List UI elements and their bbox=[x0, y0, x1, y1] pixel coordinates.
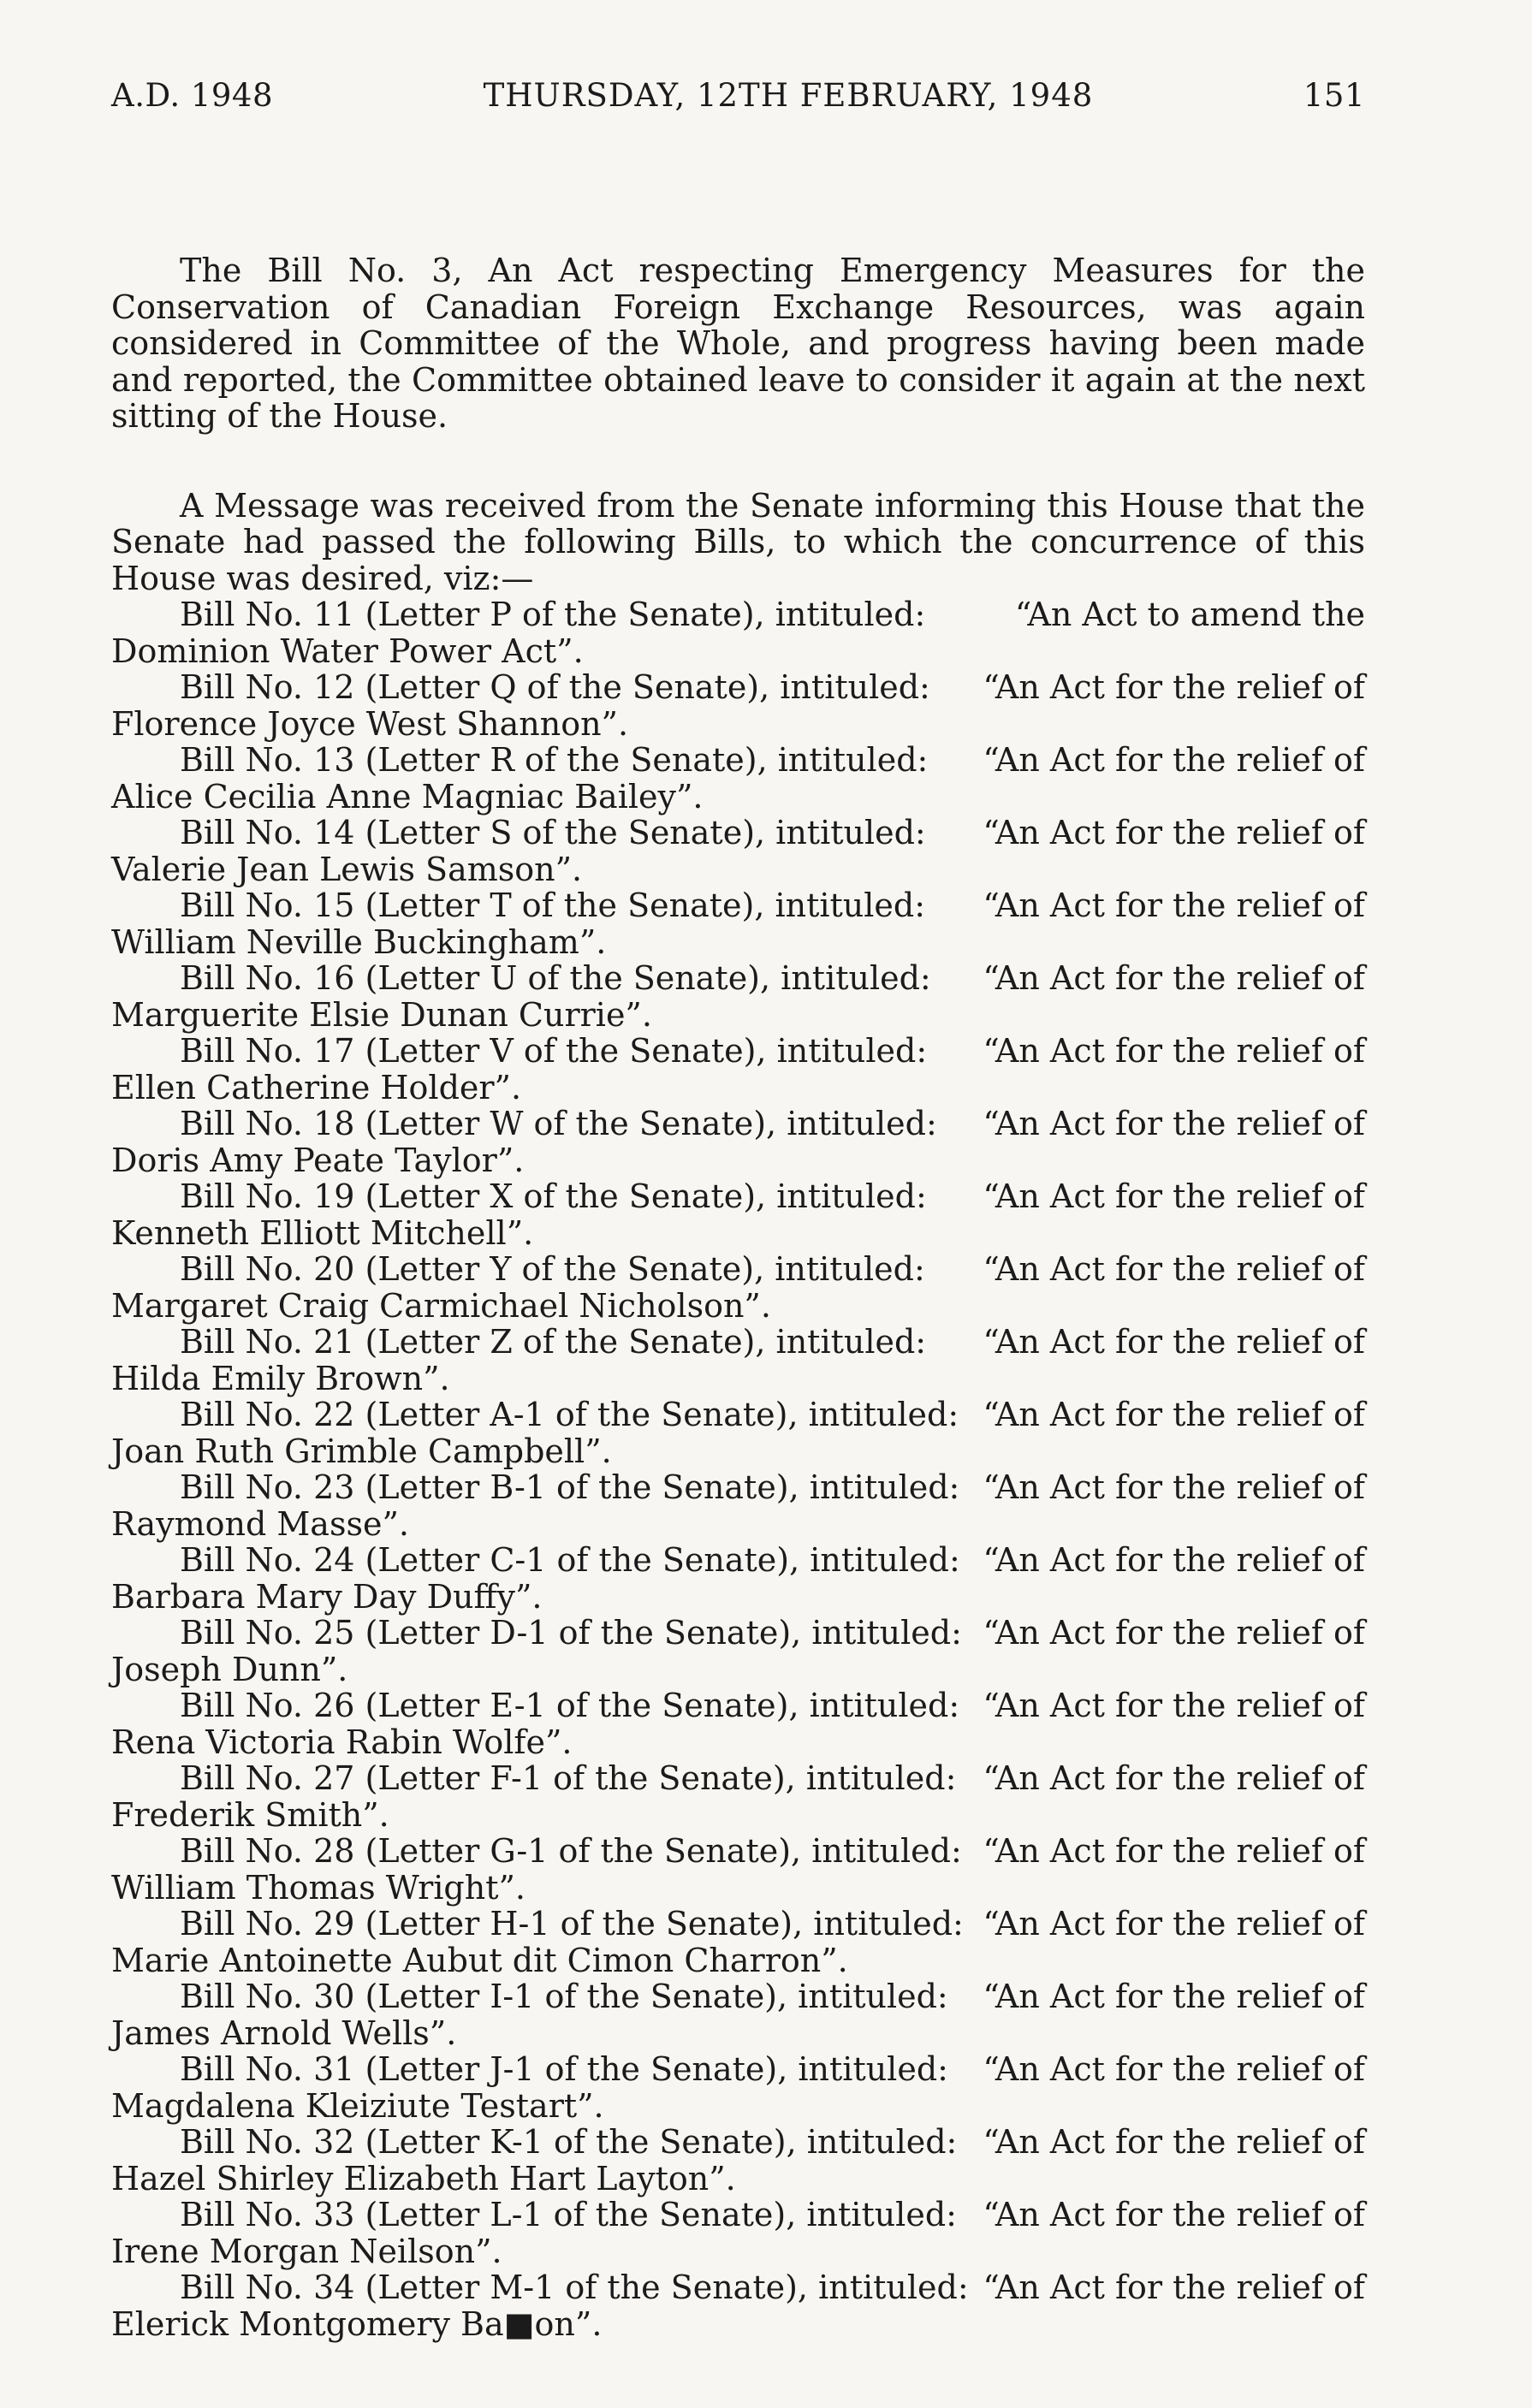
bill-entry bbox=[111, 1542, 1365, 1615]
bill-title-start: “An Act for the relief of bbox=[983, 668, 1365, 706]
bill-title-end: Joseph Dunn”. bbox=[111, 1650, 348, 1688]
bill-entry bbox=[111, 1033, 1365, 1106]
bill-entry bbox=[111, 669, 1365, 742]
bill-entry-line bbox=[111, 1033, 1365, 1070]
bill-number-text: Bill No. 21 (Letter Z of the Senate), intituled: bbox=[180, 1323, 927, 1361]
bill-entry bbox=[111, 2124, 1365, 2197]
bill-entry bbox=[111, 2051, 1365, 2124]
bill-entry bbox=[111, 1978, 1365, 2051]
paragraph-bill-3: The Bill No. 3, An Act respecting Emergency Measures for the Conservation of Canadian Foreign Exchange Resources, was again considered in Committee of the Whole, and progress having been made and reported, the Committee obtained leave to consider it again at the next sitting of the House. bbox=[111, 252, 1365, 435]
bill-entry bbox=[111, 1106, 1365, 1178]
bill-title-end: Alice Cecilia Anne Magniac Bailey”. bbox=[111, 777, 704, 816]
bill-number-text: Bill No. 27 (Letter F-1 of the Senate), intituled: bbox=[180, 1759, 957, 1797]
bill-title-end: William Neville Buckingham”. bbox=[111, 922, 607, 961]
bill-title-start: “An Act for the relief of bbox=[983, 1105, 1365, 1142]
bill-entry-line bbox=[111, 1687, 1365, 1724]
bill-number-text: Bill No. 18 (Letter W of the Senate), intituled: bbox=[180, 1105, 937, 1142]
bill-number-text: Bill No. 12 (Letter Q of the Senate), intituled: bbox=[180, 668, 930, 706]
bill-entry-line bbox=[111, 742, 1365, 779]
bill-entry bbox=[111, 1251, 1365, 1324]
bill-title-start: “An Act for the relief of bbox=[983, 1541, 1365, 1579]
page-number: 151 bbox=[1303, 77, 1365, 114]
bill-title-end: Dominion Water Power Act”. bbox=[111, 632, 584, 670]
bill-entry-line bbox=[111, 2269, 1365, 2306]
bill-title-start: “An Act for the relief of bbox=[983, 814, 1365, 851]
bill-number-text: Bill No. 24 (Letter C-1 of the Senate), intituled: bbox=[180, 1541, 960, 1579]
bill-entry-line bbox=[111, 1397, 1365, 1433]
bill-number-text: Bill No. 31 (Letter J-1 of the Senate), intituled: bbox=[180, 2050, 948, 2088]
bill-title-start: “An Act for the relief of bbox=[983, 1177, 1365, 1215]
bill-title-end: Elerick Montgomery Ba■on”. bbox=[111, 2304, 603, 2343]
bill-number-text: Bill No. 28 (Letter G-1 of the Senate), intituled: bbox=[180, 1832, 962, 1870]
bill-title-start: “An Act for the relief of bbox=[983, 2269, 1365, 2306]
bill-title-end: William Thomas Wright”. bbox=[111, 1868, 526, 1907]
bill-number-text: Bill No. 34 (Letter M-1 of the Senate), intituled: bbox=[180, 2269, 969, 2306]
bill-title-end: Florence Joyce West Shannon”. bbox=[111, 704, 629, 743]
bill-number-text: Bill No. 29 (Letter H-1 of the Senate), intituled: bbox=[180, 1905, 964, 1942]
bill-title-start: “An Act for the relief of bbox=[983, 1759, 1365, 1797]
bill-title-end: Valerie Jean Lewis Samson”. bbox=[111, 850, 583, 888]
bill-entry-line bbox=[111, 1615, 1365, 1652]
bill-entry bbox=[111, 960, 1365, 1033]
bill-title-end: Hilda Emily Brown”. bbox=[111, 1359, 450, 1397]
bill-entry-line bbox=[111, 1760, 1365, 1797]
bill-title-end: Frederik Smith”. bbox=[111, 1795, 389, 1834]
bill-entry bbox=[111, 1324, 1365, 1397]
bill-entry-line bbox=[111, 1978, 1365, 2015]
bill-title-start: “An Act for the relief of bbox=[983, 2050, 1365, 2088]
bill-entry-line bbox=[111, 1251, 1365, 1288]
bill-list bbox=[111, 596, 1365, 2342]
bill-entry bbox=[111, 1469, 1365, 1542]
bill-number-text: Bill No. 25 (Letter D-1 of the Senate), intituled: bbox=[180, 1614, 962, 1652]
bill-number-text: Bill No. 19 (Letter X of the Senate), intituled: bbox=[180, 1177, 927, 1215]
bill-title-end: Doris Amy Peate Taylor”. bbox=[111, 1141, 525, 1179]
paragraph-senate-message: A Message was received from the Senate informing this House that the Senate had passed the following Bills, to which the concurrence of this House was desired, viz:— bbox=[111, 486, 1365, 597]
header-year: A.D. 1948 bbox=[111, 77, 274, 114]
bill-title-end: Margaret Craig Carmichael Nicholson”. bbox=[111, 1286, 771, 1325]
bill-entry bbox=[111, 1760, 1365, 1833]
bill-entry-line bbox=[111, 1324, 1365, 1361]
bill-title-start: “An Act for the relief of bbox=[983, 1323, 1365, 1361]
bill-entry bbox=[111, 2269, 1365, 2342]
bill-title-end: Kenneth Elliott Mitchell”. bbox=[111, 1213, 534, 1252]
bill-title-end: Raymond Masse”. bbox=[111, 1504, 409, 1543]
bill-title-end: Rena Victoria Rabin Wolfe”. bbox=[111, 1723, 573, 1761]
bill-title-start: “An Act for the relief of bbox=[983, 1978, 1365, 2015]
bill-title-end: Ellen Catherine Holder”. bbox=[111, 1068, 522, 1106]
bill-number-text: Bill No. 13 (Letter R of the Senate), intituled: bbox=[180, 741, 929, 779]
bill-title-start: “An Act for the relief of bbox=[983, 1032, 1365, 1070]
bill-entry bbox=[111, 1615, 1365, 1687]
header-date: THURSDAY, 12TH FEBRUARY, 1948 bbox=[483, 77, 1094, 114]
bill-title-end: Joan Ruth Grimble Campbell”. bbox=[111, 1432, 612, 1470]
bill-entry bbox=[111, 1906, 1365, 1978]
bill-title-start: “An Act for the relief of bbox=[983, 1905, 1365, 1942]
bill-entry-line bbox=[111, 887, 1365, 924]
bill-entry-line bbox=[111, 1833, 1365, 1870]
bill-number-text: Bill No. 33 (Letter L-1 of the Senate), intituled: bbox=[180, 2196, 957, 2233]
bill-title-start: “An Act for the relief of bbox=[983, 741, 1365, 779]
bill-number-text: Bill No. 30 (Letter I-1 of the Senate), intituled: bbox=[180, 1978, 948, 2015]
bill-title-start: “An Act for the relief of bbox=[983, 2123, 1365, 2161]
bill-number-text: Bill No. 15 (Letter T of the Senate), intituled: bbox=[180, 887, 926, 924]
bill-entry-line bbox=[111, 2197, 1365, 2233]
bill-entry bbox=[111, 2197, 1365, 2269]
bill-entry-line bbox=[111, 1542, 1365, 1579]
running-header bbox=[111, 77, 1365, 128]
bill-entry bbox=[111, 596, 1365, 669]
bill-title-start: “An Act for the relief of bbox=[983, 1250, 1365, 1288]
bill-title-start: “An Act for the relief of bbox=[983, 959, 1365, 997]
bill-number-text: Bill No. 11 (Letter P of the Senate), intituled: bbox=[180, 596, 926, 633]
bill-entry bbox=[111, 742, 1365, 815]
bill-entry-line bbox=[111, 596, 1365, 633]
bill-title-start: “An Act for the relief of bbox=[983, 1687, 1365, 1724]
bill-title-start: “An Act for the relief of bbox=[983, 887, 1365, 924]
bill-title-start: “An Act for the relief of bbox=[983, 1396, 1365, 1433]
bill-entry-line bbox=[111, 1178, 1365, 1215]
bill-title-end: Marguerite Elsie Dunan Currie”. bbox=[111, 995, 652, 1034]
bill-title-end: Hazel Shirley Elizabeth Hart Layton”. bbox=[111, 2159, 736, 2197]
bill-entry-line bbox=[111, 815, 1365, 851]
bill-entry-line bbox=[111, 1906, 1365, 1942]
bill-entry bbox=[111, 815, 1365, 887]
bill-number-text: Bill No. 22 (Letter A-1 of the Senate), intituled: bbox=[180, 1396, 959, 1433]
bill-title-end: Barbara Mary Day Duffy”. bbox=[111, 1577, 543, 1616]
bill-title-end: Marie Antoinette Aubut dit Cimon Charron”. bbox=[111, 1941, 848, 1979]
bill-entry bbox=[111, 1833, 1365, 1906]
bill-entry bbox=[111, 1397, 1365, 1469]
bill-number-text: Bill No. 17 (Letter V of the Senate), intituled: bbox=[180, 1032, 928, 1070]
bill-entry bbox=[111, 1178, 1365, 1251]
bill-number-text: Bill No. 16 (Letter U of the Senate), intituled: bbox=[180, 959, 931, 997]
bill-title-start: “An Act for the relief of bbox=[983, 1468, 1365, 1506]
bill-title-start: “An Act for the relief of bbox=[983, 2196, 1365, 2233]
bill-entry-line bbox=[111, 1469, 1365, 1506]
bill-title-start: “An Act for the relief of bbox=[983, 1614, 1365, 1652]
bill-number-text: Bill No. 14 (Letter S of the Senate), intituled: bbox=[180, 814, 926, 851]
bill-entry-line bbox=[111, 2051, 1365, 2088]
bill-number-text: Bill No. 26 (Letter E-1 of the Senate), intituled: bbox=[180, 1687, 960, 1724]
bill-entry-line bbox=[111, 2124, 1365, 2161]
bill-number-text: Bill No. 20 (Letter Y of the Senate), intituled: bbox=[180, 1250, 925, 1288]
bill-title-end: James Arnold Wells”. bbox=[111, 2014, 457, 2052]
bill-entry-line bbox=[111, 1106, 1365, 1142]
bill-title-end: Magdalena Kleiziute Testart”. bbox=[111, 2086, 604, 2125]
bill-entry-line bbox=[111, 669, 1365, 706]
bill-entry-line bbox=[111, 960, 1365, 997]
bill-entry bbox=[111, 1687, 1365, 1760]
bill-number-text: Bill No. 32 (Letter K-1 of the Senate), intituled: bbox=[180, 2123, 958, 2161]
journal-page bbox=[111, 77, 1365, 2342]
bill-number-text: Bill No. 23 (Letter B-1 of the Senate), intituled: bbox=[180, 1468, 960, 1506]
bill-entry bbox=[111, 887, 1365, 960]
bill-title-start: “An Act for the relief of bbox=[983, 1832, 1365, 1870]
bill-title-end: Irene Morgan Neilson”. bbox=[111, 2232, 502, 2270]
bill-title-start: “An Act to amend the bbox=[1014, 596, 1365, 633]
